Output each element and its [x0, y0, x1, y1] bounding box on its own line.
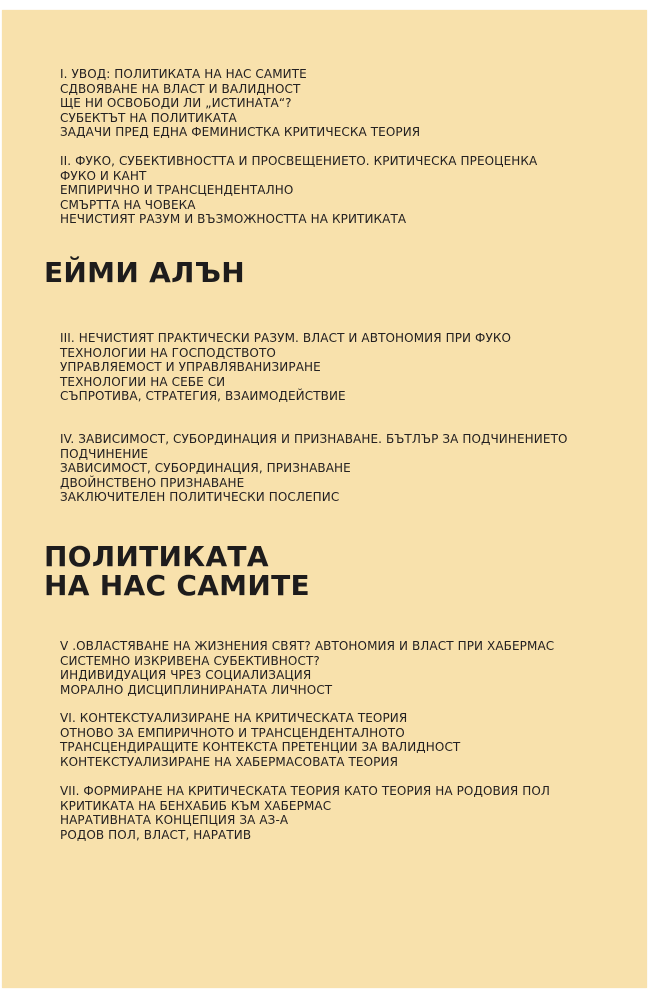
toc-subsection: СЪПРОТИВА, СТРАТЕГИЯ, ВЗАИМОДЕЙСТВИЕ [60, 389, 346, 404]
book-cover-page [2, 10, 647, 988]
toc-chapter-title: III. НЕЧИСТИЯТ ПРАКТИЧЕСКИ РАЗУМ. ВЛАСТ И АВТОНОМИЯ ПРИ ФУКО [60, 331, 512, 345]
toc-subsection: ТРАНСЦЕНДИРАЩИТЕ КОНТЕКСТА ПРЕТЕНЦИИ ЗА ВАЛИДНОСТ [60, 740, 461, 755]
toc-subsection: ИНДИВИДУАЦИЯ ЧРЕЗ СОЦИАЛИЗАЦИЯ [60, 668, 312, 683]
toc-chapter-5 [60, 639, 554, 697]
toc-chapter-7 [60, 784, 550, 842]
toc-subsection: ЗАДАЧИ ПРЕД ЕДНА ФЕМИНИСТКА КРИТИЧЕСКА ТЕОРИЯ [60, 125, 421, 140]
toc-subsection: ЗАВИСИМОСТ, СУБОРДИНАЦИЯ, ПРИЗНАВАНЕ [60, 461, 351, 476]
toc-chapter-title: IV. ЗАВИСИМОСТ, СУБОРДИНАЦИЯ И ПРИЗНАВАНЕ. БЪТЛЪР ЗА ПОДЧИНЕНИЕТО [60, 432, 568, 446]
toc-subsection: ОТНОВО ЗА ЕМПИРИЧНОТО И ТРАНСЦЕНДЕНТАЛНОТО [60, 725, 405, 740]
toc-chapter-6 [60, 711, 460, 769]
toc-subsection: ЗАКЛЮЧИТЕЛЕН ПОЛИТИЧЕСКИ ПОСЛЕПИС [60, 490, 340, 505]
toc-subsection: УПРАВЛЯЕМОСТ И УПРАВЛЯВАНИЗИРАНЕ [60, 360, 321, 375]
author-name: ЕЙМИ АЛЪН [44, 256, 245, 289]
book-title-line-1: ПОЛИТИКАТА [44, 540, 269, 573]
toc-chapter-title: VI. КОНТЕКСТУАЛИЗИРАНЕ НА КРИТИЧЕСКАТА ТЕОРИЯ [60, 711, 408, 725]
toc-subsection: ТЕХНОЛОГИИ НА СЕБЕ СИ [60, 374, 226, 389]
toc-chapter-title: V .ОВЛАСТЯВАНЕ НА ЖИЗНЕНИЯ СВЯТ? АВТОНОМИЯ И ВЛАСТ ПРИ ХАБЕРМАС [60, 639, 555, 653]
toc-subsection: СМЪРТТА НА ЧОВЕКА [60, 197, 196, 212]
toc-subsection: НЕЧИСТИЯТ РАЗУМ И ВЪЗМОЖНОСТТА НА КРИТИКАТА [60, 212, 407, 227]
toc-subsection: ПОДЧИНЕНИЕ [60, 446, 149, 461]
toc-chapter-2 [60, 154, 537, 227]
toc-subsection: ДВОЙНСТВЕНО ПРИЗНАВАНЕ [60, 475, 245, 490]
toc-subsection: МОРАЛНО ДИСЦИПЛИНИРАНАТА ЛИЧНОСТ [60, 682, 333, 697]
toc-subsection: НАРАТИВНАТА КОНЦЕПЦИЯ ЗА АЗ-А [60, 813, 289, 828]
toc-chapter-title: I. УВОД: ПОЛИТИКАТА НА НАС САМИТЕ [60, 67, 307, 81]
toc-chapter-1 [60, 67, 420, 140]
toc-subsection: ФУКО И КАНТ [60, 168, 147, 183]
toc-subsection: СУБЕКТЪТ НА ПОЛИТИКАТА [60, 110, 237, 125]
toc-subsection: КРИТИКАТА НА БЕНХАБИБ КЪМ ХАБЕРМАС [60, 798, 332, 813]
toc-subsection: СИСТЕМНО ИЗКРИВЕНА СУБЕКТИВНОСТ? [60, 653, 320, 668]
toc-subsection: ТЕХНОЛОГИИ НА ГОСПОДСТВОТО [60, 345, 276, 360]
toc-chapter-3 [60, 331, 511, 404]
toc-subsection: РОДОВ ПОЛ, ВЛАСТ, НАРАТИВ [60, 827, 252, 842]
toc-subsection: КОНТЕКСТУАЛИЗИРАНЕ НА ХАБЕРМАСОВАТА ТЕОРИЯ [60, 754, 399, 769]
toc-subsection: ЕМПИРИЧНО И ТРАНСЦЕНДЕНТАЛНО [60, 183, 294, 198]
toc-chapter-title: VII. ФОРМИРАНЕ НА КРИТИЧЕСКАТА ТЕОРИЯ КАТО ТЕОРИЯ НА РОДОВИЯ ПОЛ [60, 784, 551, 798]
toc-chapter-4 [60, 432, 568, 505]
book-title-line-2: НА НАС САМИТЕ [44, 569, 310, 602]
toc-chapter-title: II. ФУКО, СУБЕКТИВНОСТТА И ПРОСВЕЩЕНИЕТО. КРИТИЧЕСКА ПРЕОЦЕНКА [60, 154, 538, 168]
toc-subsection: ЩЕ НИ ОСВОБОДИ ЛИ „ИСТИНАТА“? [60, 96, 292, 111]
toc-subsection: СДВОЯВАНЕ НА ВЛАСТ И ВАЛИДНОСТ [60, 81, 301, 96]
book-title [44, 542, 310, 600]
